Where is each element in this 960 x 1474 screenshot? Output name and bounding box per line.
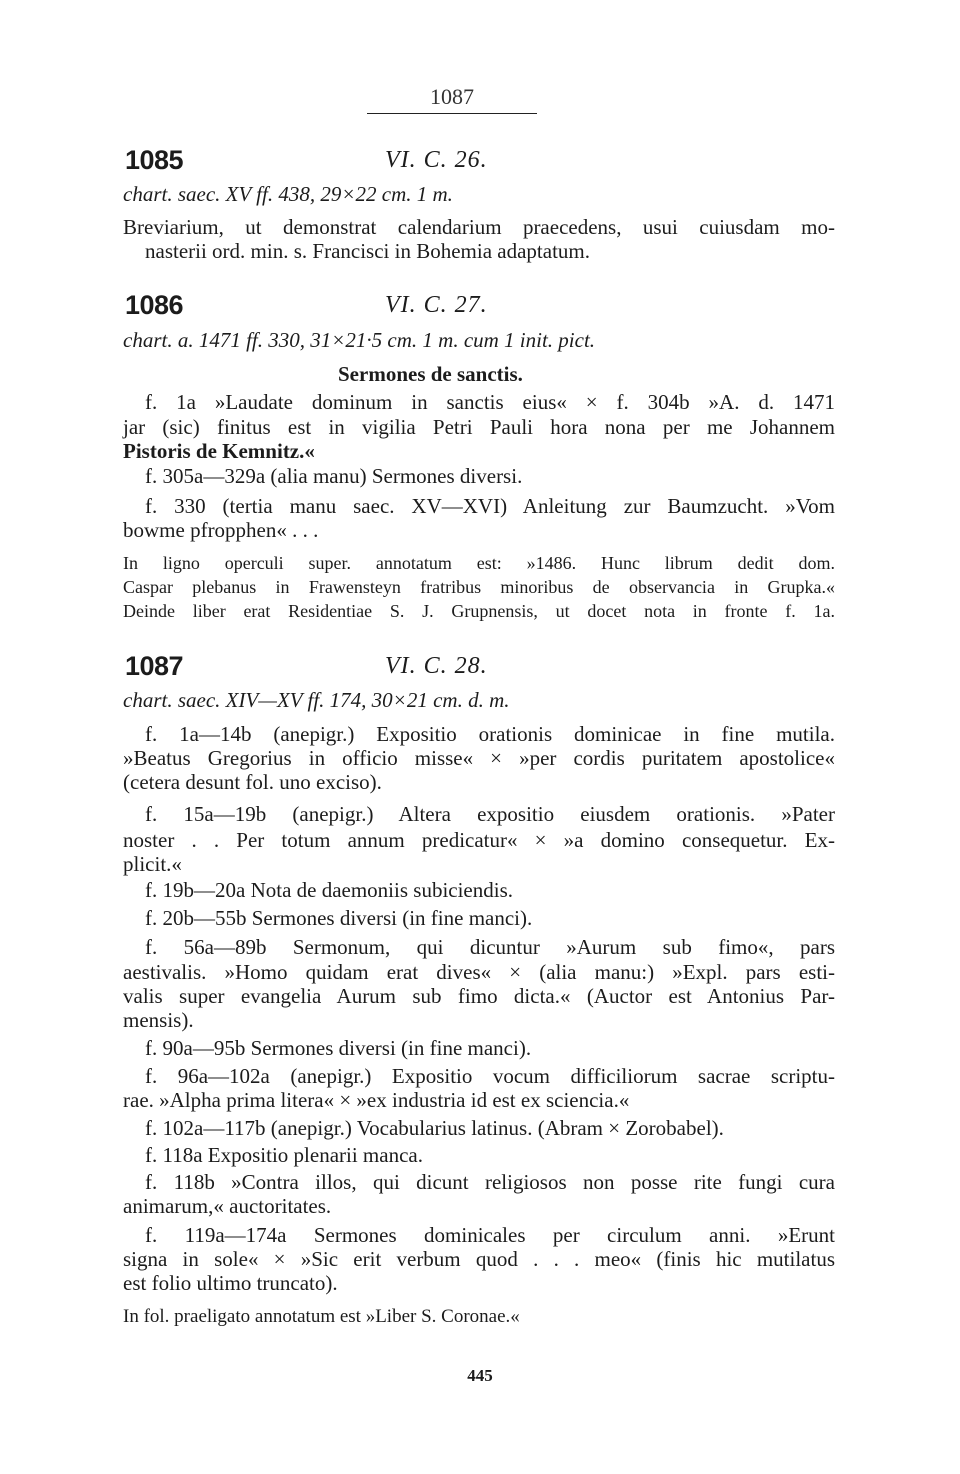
content-line: f. 96a—102a (anepigr.) Expositio vocum difficiliorum sacrae scriptu-	[145, 1064, 835, 1088]
physical-description-1085: chart. saec. XV ff. 438, 29×22 cm. 1 m.	[123, 182, 453, 206]
content-line: f. 119a—174a Sermones dominicales per circulum anni. »Erunt	[145, 1223, 835, 1247]
content-line: f. 56a—89b Sermonum, qui dicuntur »Aurum sub fimo«, pars	[145, 935, 835, 959]
entry-number-1085: 1085	[125, 145, 184, 175]
content-line: Pistoris de Kemnitz.«	[123, 439, 315, 463]
content-line: rae. »Alpha prima litera« × »ex industria id est ex sciencia.«	[123, 1088, 630, 1112]
content-line: valis super evangelia Aurum sub fimo dicta.« (Auctor est Antonius Par-	[123, 984, 835, 1008]
content-line: f. 90a—95b Sermones diversi (in fine manci).	[145, 1036, 532, 1060]
content-line: plicit.«	[123, 852, 182, 876]
shelfmark-1085: VI. C. 26.	[385, 147, 488, 173]
entry-number-1087: 1087	[125, 651, 184, 681]
content-line: aestivalis. »Homo quidam erat dives« × (alia manu:) »Expl. pars esti-	[123, 960, 835, 984]
content-line: f. 102a—117b (anepigr.) Vocabularius latinus. (Abram × Zorobabel).	[145, 1116, 724, 1140]
shelfmark-1087: VI. C. 28.	[385, 653, 488, 679]
content-line: f. 1a »Laudate dominum in sanctis eius« × f. 304b »A. d. 1471	[145, 390, 835, 414]
physical-description-1086: chart. a. 1471 ff. 330, 31×21·5 cm. 1 m. cum 1 init. pict.	[123, 328, 596, 352]
work-title: Sermones de sanctis.	[338, 362, 523, 386]
shelfmark-1086: VI. C. 27.	[385, 292, 488, 318]
content-line: noster . . Per totum annum predicatur« × »a domino consequetur. Ex-	[123, 828, 835, 852]
content-line: f. 1a—14b (anepigr.) Expositio orationis dominicae in fine mutila.	[145, 722, 835, 746]
page-number: 445	[467, 1366, 493, 1385]
content-line: f. 330 (tertia manu saec. XV—XVI) Anleitung zur Baumzucht. »Vom	[145, 494, 835, 518]
content-line: est folio ultimo truncato).	[123, 1271, 338, 1295]
content-line: f. 118b »Contra illos, qui dicunt religiosos non posse rite fungi cura	[145, 1170, 835, 1194]
running-head: 1087	[430, 84, 474, 109]
content-line: f. 20b—55b Sermones diversi (in fine manci).	[145, 906, 533, 930]
physical-description-1087: chart. saec. XIV—XV ff. 174, 30×21 cm. d. m.	[123, 688, 510, 712]
content-line: »Beatus Gregorius in officio misse« × »per cordis puritatem apostolice«	[123, 746, 835, 770]
content-line: f. 15a—19b (anepigr.) Altera expositio eiusdem orationis. »Pater	[145, 802, 835, 826]
content-line: bowme pfropphen« . . .	[123, 518, 319, 542]
content-line: jar (sic) finitus est in vigilia Petri Pauli hora nona per me Johannem	[123, 415, 835, 439]
note-line: Caspar plebanus in Frawensteyn fratribus minoribus de observancia in Grupka.«	[123, 577, 835, 597]
content-line: signa in sole« × »Sic erit verbum quod . . . meo« (finis hic mutilatus	[123, 1247, 835, 1271]
note-line: Deinde liber erat Residentiae S. J. Grupnensis, ut docet nota in fronte f. 1a.	[123, 601, 835, 621]
content-line: f. 118a Expositio plenarii manca.	[145, 1143, 423, 1167]
content-line: mensis).	[123, 1008, 194, 1032]
note-line: In fol. praeligato annotatum est »Liber S. Coronae.«	[123, 1306, 520, 1327]
content-line: animarum,« auctoritates.	[123, 1194, 332, 1218]
note-line: In ligno operculi super. annotatum est: »1486. Hunc librum dedit dom.	[123, 553, 835, 573]
content-line: nasterii ord. min. s. Francisci in Bohemia adaptatum.	[145, 239, 590, 263]
entry-number-1086: 1086	[125, 290, 184, 320]
content-line: f. 305a—329a (alia manu) Sermones diversi.	[145, 464, 523, 488]
content-line: Breviarium, ut demonstrat calendarium praecedens, usui cuiusdam mo-	[123, 215, 835, 239]
content-line: (cetera desunt fol. uno exciso).	[123, 770, 382, 794]
running-head-rule	[367, 113, 537, 114]
content-line: f. 19b—20a Nota de daemoniis subiciendis.	[145, 878, 514, 902]
